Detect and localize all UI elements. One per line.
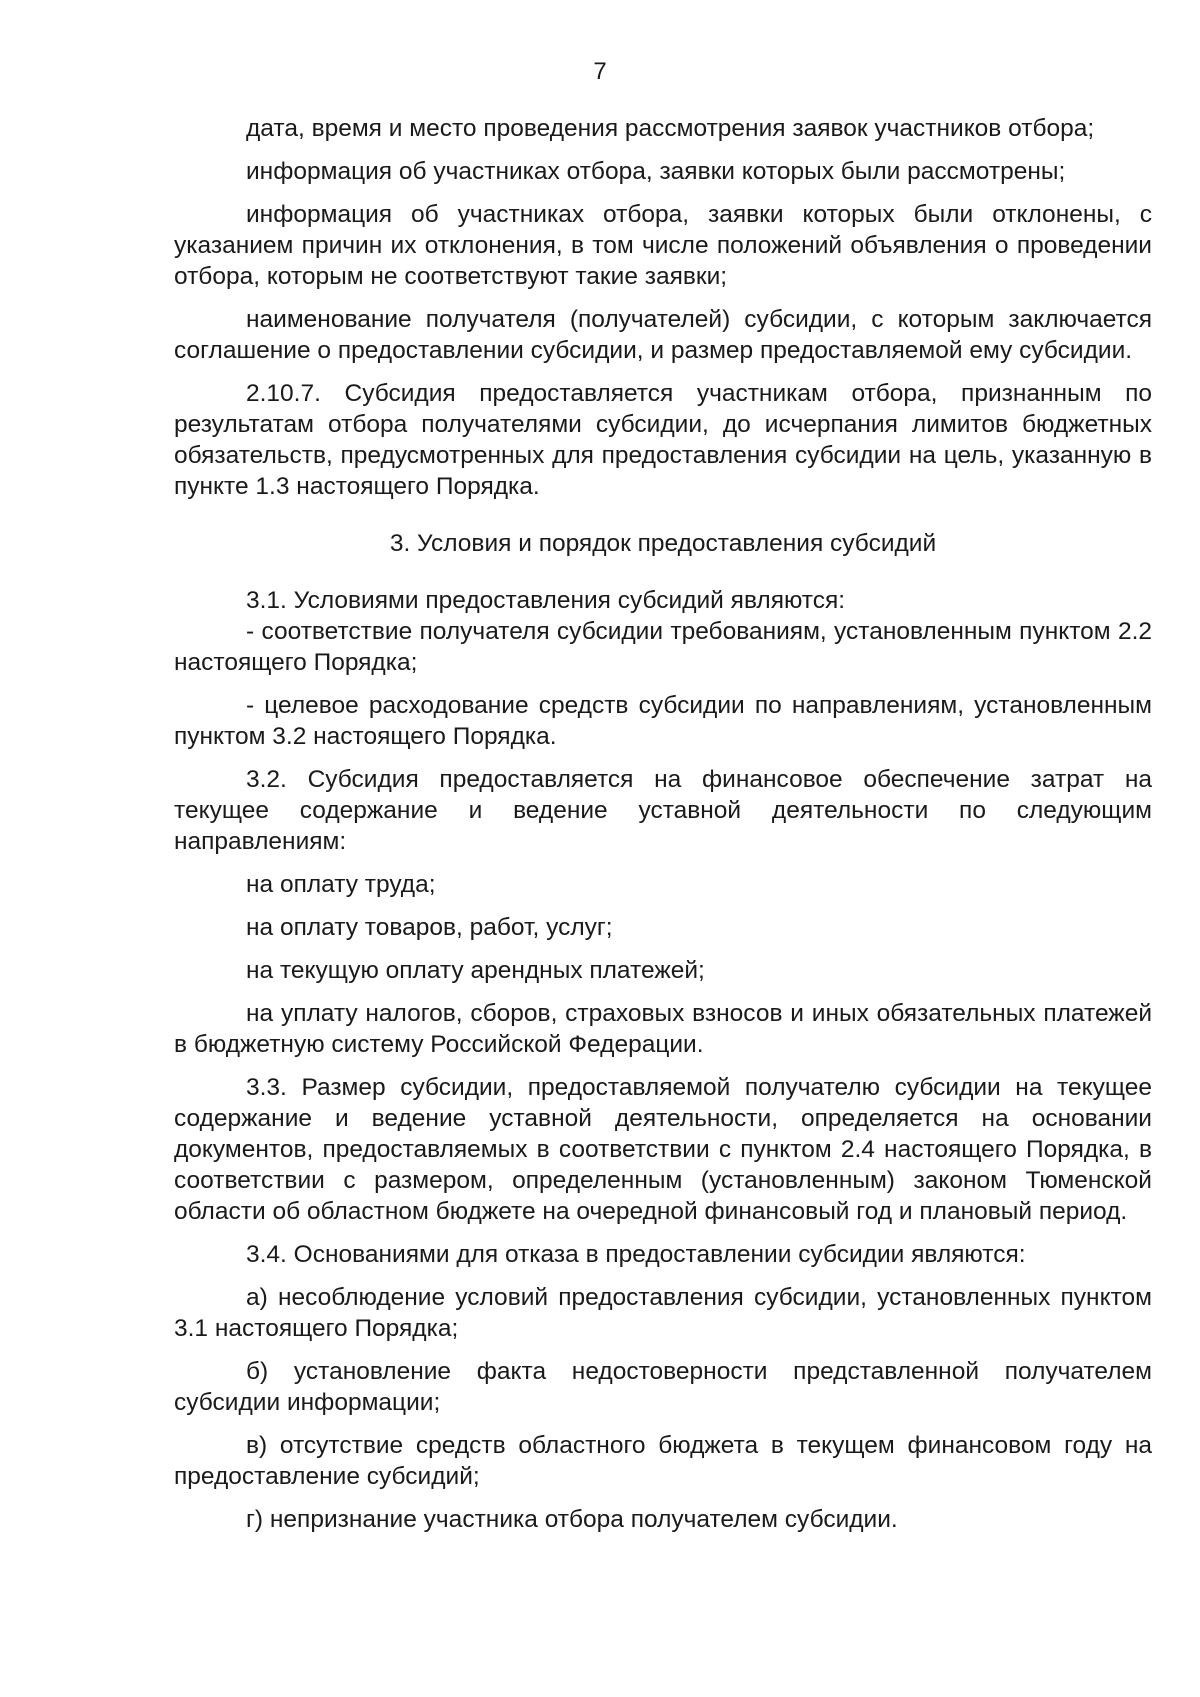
paragraph-condition-target-use: - целевое расходование средств субсидии по направлениям, установленным пунктом 3.2 настоящего Порядка. (174, 692, 1152, 750)
paragraph-3-1: 3.1. Условиями предоставления субсидий являются: (246, 587, 846, 614)
paragraph-3-2: 3.2. Субсидия предоставляется на финансовое обеспечение затрат на текущее содержание и ведение уставной деятельности по следующим направлениям: (174, 766, 1152, 855)
paragraph-2-10-7: 2.10.7. Субсидия предоставляется участникам отбора, признанным по результатам отбора получателями субсидии, до исчерпания лимитов бюджетных обязательств, предусмотренных для предоставления субсидии на цель, указанную в пункте 1.3 настоящего Порядка. (174, 380, 1152, 500)
paragraph-3-3: 3.3. Размер субсидии, предоставляемой получателю субсидии на текущее содержание и ведение уставной деятельности, определяется на основании документов, предоставляемых в соответствии с пунктом 2.4 настоящего Порядка, в соответствии с размером, определенным (установленным) законом Тюменской области об областном бюджете на очередной финансовый год и плановый период. (174, 1074, 1152, 1225)
page-number: 7 (593, 58, 607, 85)
list-item-refusal-b: б) установление факта недостоверности представленной получателем субсидии информации; (174, 1358, 1152, 1416)
list-item-labor: на оплату труда; (246, 871, 436, 898)
document-body (174, 113, 1152, 1547)
paragraph-3-4: 3.4. Основаниями для отказа в предоставлении субсидии являются: (246, 1241, 1026, 1268)
section-title: 3. Условия и порядок предоставления субсидий (389, 530, 937, 557)
paragraph-condition-requirements: - соответствие получателя субсидии требованиям, установленным пунктом 2.2 настоящего Порядка; (174, 618, 1152, 676)
list-item-taxes: на уплату налогов, сборов, страховых взносов и иных обязательных платежей в бюджетную систему Российской Федерации. (174, 1000, 1152, 1058)
paragraph-rejected-participants: информация об участниках отбора, заявки которых были отклонены, с указанием причин их отклонения, в том числе положений объявления о проведении отбора, которым не соответствуют такие заявки; (174, 201, 1152, 290)
list-item-refusal-d: г) непризнание участника отбора получателем субсидии. (246, 1506, 898, 1533)
paragraph-review-date: дата, время и место проведения рассмотрения заявок участников отбора; (246, 115, 1095, 142)
paragraph-reviewed-participants: информация об участниках отбора, заявки которых были рассмотрены; (246, 158, 1066, 185)
list-item-goods: на оплату товаров, работ, услуг; (246, 914, 613, 941)
list-item-refusal-a: а) несоблюдение условий предоставления субсидии, установленных пунктом 3.1 настоящего Порядка; (174, 1284, 1152, 1342)
list-item-rent: на текущую оплату арендных платежей; (246, 957, 705, 984)
paragraph-recipient-name: наименование получателя (получателей) субсидии, с которым заключается соглашение о предоставлении субсидии, и размер предоставляемой ему субсидии. (174, 306, 1152, 364)
list-item-refusal-c: в) отсутствие средств областного бюджета в текущем финансовом году на предоставление субсидий; (174, 1432, 1152, 1490)
